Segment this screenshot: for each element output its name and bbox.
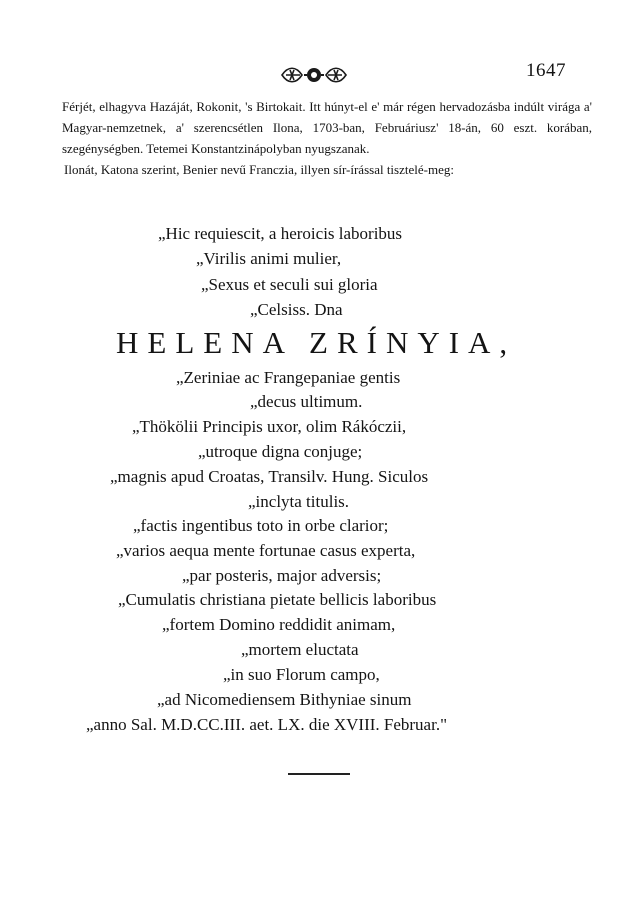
inscription-line: „Celsiss. Dna bbox=[250, 300, 343, 319]
inscription-line: „in suo Florum campo, bbox=[223, 665, 380, 684]
inscription-line: „Thökölii Principis uxor, olim Rákóczii, bbox=[132, 417, 407, 436]
inscription-line: „anno Sal. M.D.CC.III. aet. LX. die XVIII. Februar." bbox=[86, 715, 448, 734]
inscription-line: „fortem Domino reddidit animam, bbox=[162, 615, 396, 634]
inscription-line: „Cumulatis christiana pietate bellicis laboribus bbox=[118, 590, 437, 609]
inscription-line: „factis ingentibus toto in orbe clarior; bbox=[133, 516, 389, 535]
inscription-line: „Sexus et seculi sui gloria bbox=[201, 275, 378, 294]
prose-text bbox=[62, 96, 592, 180]
inscription-line: „mortem eluctata bbox=[241, 640, 359, 659]
inscription-line: „Zeriniae ac Frangepaniae gentis bbox=[176, 368, 401, 387]
inscription-line: „decus ultimum. bbox=[250, 392, 363, 411]
floral-ornament-icon bbox=[278, 64, 350, 86]
inscription-line: „Hic requiescit, a heroicis laboribus bbox=[158, 224, 403, 243]
inscription-line: „inclyta titulis. bbox=[248, 492, 350, 511]
paragraph: Ilonát, Katona szerint, Benier nevű Franczia, illyen sír-írással tisztelé-meg: bbox=[64, 162, 454, 177]
inscription-line: „varios aequa mente fortunae casus experta, bbox=[116, 541, 416, 560]
closing-rule bbox=[288, 773, 350, 775]
inscription-line: „par posteris, major adversis; bbox=[182, 566, 382, 585]
paragraph: Férjét, elhagyva Hazáját, Rokonit, 's Birtokait. Itt húnyt-el e' már régen hervadozásba indúlt virága a' Magyar-nemzetnek, a' szerencsétlen Ilona, 1703-ban, Februáriusz' 18-án, 60 eszt. korában, szegénységben. Tetemei Konstantzinápolyban nyugszanak. bbox=[62, 99, 592, 156]
inscription-line: „Virilis animi mulier, bbox=[196, 249, 342, 268]
inscription-heading-name: HELENA ZRÍNYIA, bbox=[116, 325, 517, 360]
page-number: 1647 bbox=[526, 60, 566, 81]
inscription-line: „utroque digna conjuge; bbox=[198, 442, 363, 461]
inscription-line: „magnis apud Croatas, Transilv. Hung. Siculos bbox=[110, 467, 429, 486]
inscription-line: „ad Nicomediensem Bithyniae sinum bbox=[157, 690, 412, 709]
